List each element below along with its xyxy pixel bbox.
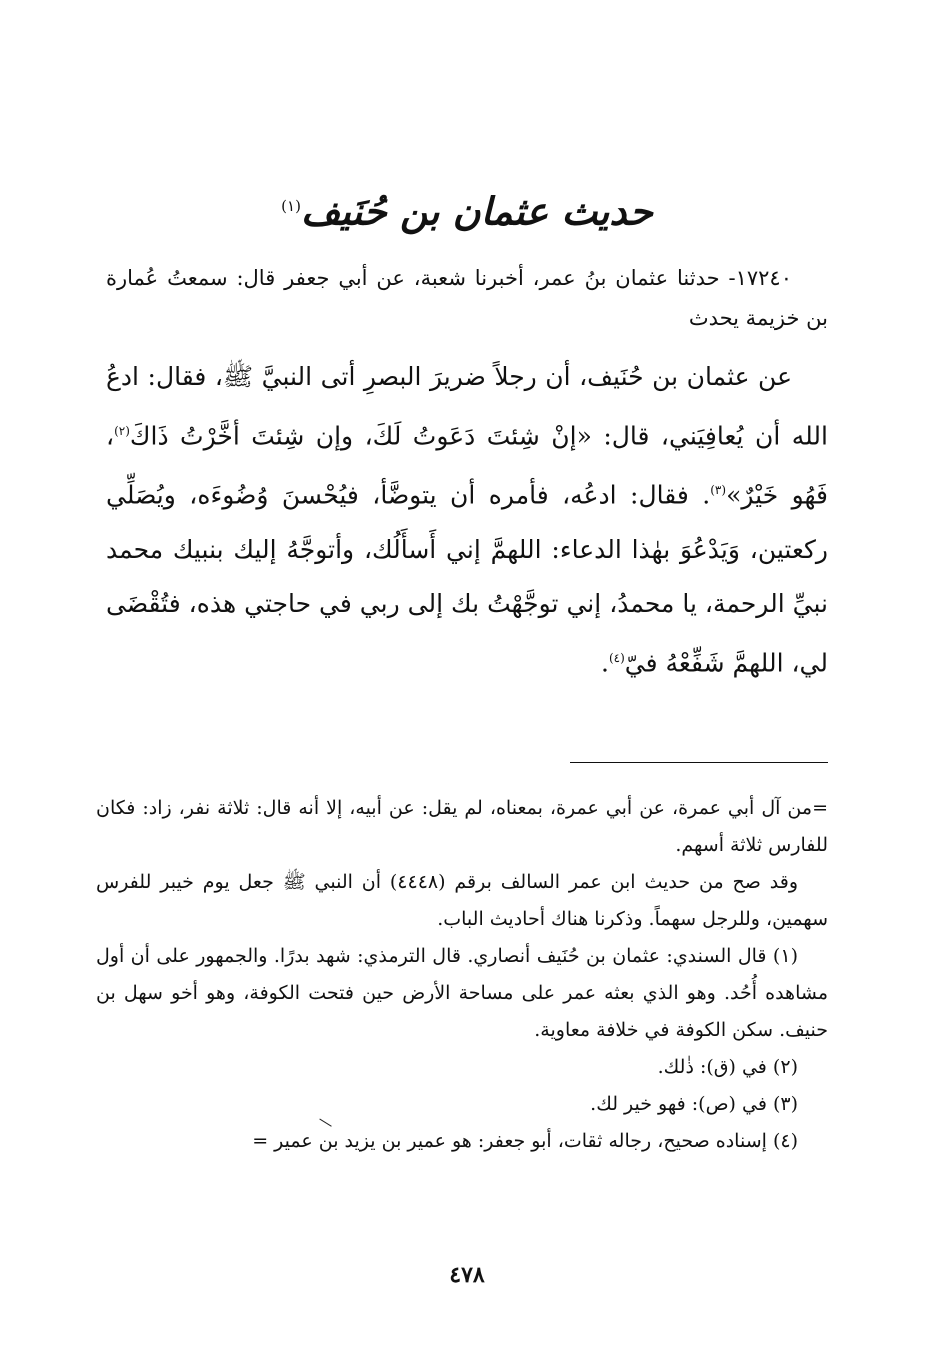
footnote-1: (١) قال السندي: عثمان بن حُنَيف أنصاري. قال الترمذي: شهد بدرًا. والجمهور على أن أول مشاهده أُحُد. وهو الذي بعثه عمر على مساحة الأرض حين فتحت الكوفة، وهو أخو سهل بن حنيف. سكن الكوفة في خلافة معاوية. — [96, 945, 828, 1041]
matn-text-3: . فقال: ادعُه، فأمره أن يتوضَّأ، فيُحْسنَ وُضُوءَه، ويُصَلِّي ركعتين، وَيَدْعُوَ بهٰذا الدعاء: اللهمَّ إني أَسأَلُك، وأتوجَّهُ إليك بنبيك محمد نبيِّ الرحمة، يا محمدُ، إني توجَّهْتُ بك إلى ربي في حاجتي هذه، فتُقْضَى لي، اللهمَّ شَفِّعْهُ فيّ — [106, 480, 828, 677]
matn-paragraph — [106, 350, 828, 690]
matn-text-2: ، فَهُو خَيْرٌ» — [106, 421, 828, 510]
footnote-continuation: =من آل أبي عمرة، عن أبي عمرة، بمعناه، لم يقل: عن أبيه، إلا أنه قال: ثلاثة نفر، زاد: فكان للفارس ثلاثة أسهم. — [96, 797, 828, 856]
matn-text-1: عن عثمان بن حُنَيف، أن رجلاً ضريرَ البصرِ أتى النبيَّ ﷺ، فقال: ادعُ الله أن يُعافِيَني، قال: «إنْ شِئتَ دَعَوتُ لَكَ، وإن شِئتَ أخَّرْتُ ذَاكَ — [106, 362, 828, 451]
matn-text-end: . — [601, 647, 609, 677]
footnote-continuation-2: وقد صح من حديث ابن عمر السالف برقم (٤٤٤٨) أن النبي ﷺ جعل يوم خيبر للفرس سهمين، وللرجل سهماً. وذكرنا هناك أحاديث الباب. — [96, 871, 828, 930]
isnad-text: ١٧٢٤٠- حدثنا عثمان بنُ عمر، أخبرنا شعبة، عن أبي جعفر قال: سمعتُ عُمارة بن خزيمة يحدث — [106, 266, 828, 330]
hadith-isnad — [106, 258, 828, 338]
footnotes — [96, 790, 828, 1160]
page-number: ٤٧٨ — [449, 1262, 485, 1288]
footnote-2: (٢) في (ق): ذٰلك. — [657, 1056, 798, 1078]
footnote-ref-2: (٢) — [114, 424, 130, 438]
footnote-4: (٤) إسناده صحيح، رجاله ثقات، أبو جعفر: هو عمير بن يزيد بن عمير = — [252, 1130, 798, 1152]
footnote-separator — [570, 762, 828, 763]
footnote-3: (٣) في (ص): فهو خير لك. — [590, 1093, 798, 1115]
chapter-title — [0, 176, 934, 242]
hadith-matn — [106, 350, 828, 690]
footnote-ref-3: (٣) — [710, 483, 727, 498]
footnote-ref-4: (٤) — [608, 650, 625, 665]
chapter-footnote-ref: (١) — [281, 197, 301, 215]
chapter-title-text: حديث عثمان بن حُنَيف — [300, 188, 653, 234]
